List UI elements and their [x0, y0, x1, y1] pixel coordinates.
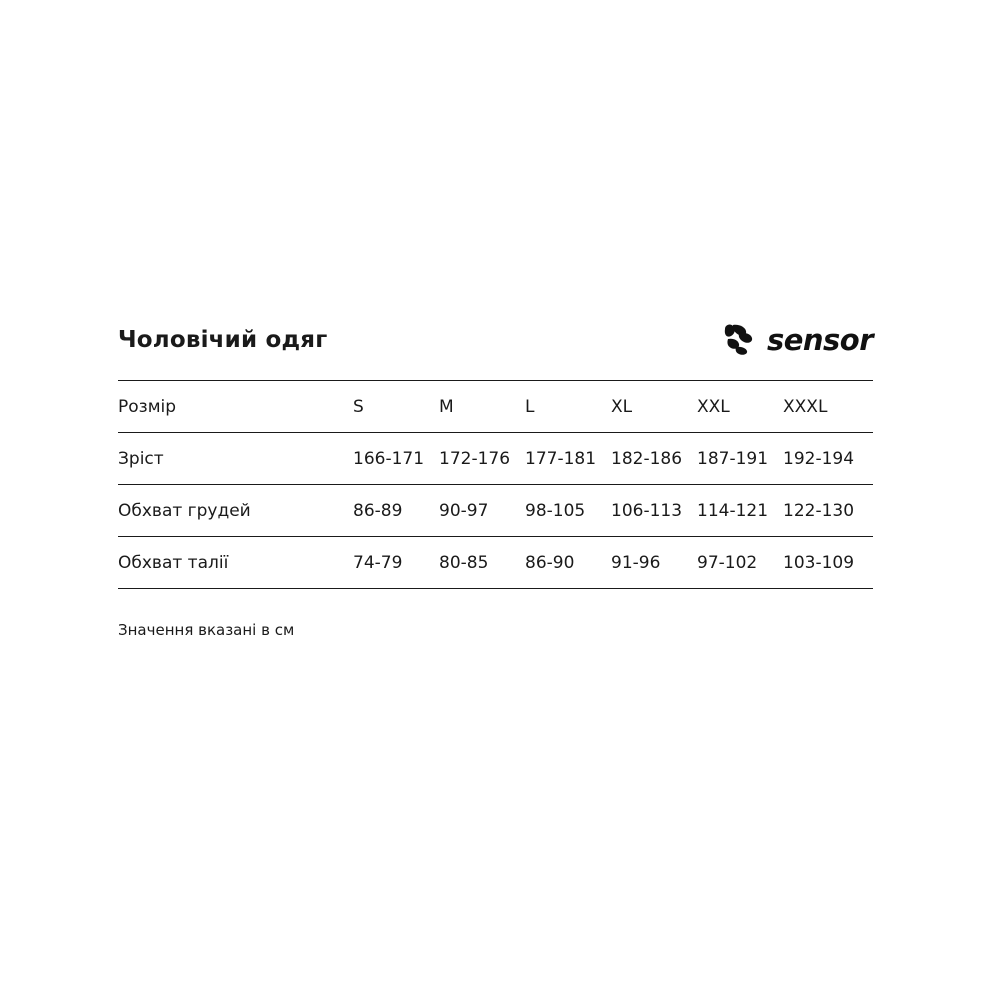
sensor-flame-logo-icon [719, 323, 759, 357]
cell-height-m: 172-176 [439, 433, 525, 485]
cell-chest-xxxl: 122-130 [783, 485, 873, 537]
cell-height-xxl: 187-191 [697, 433, 783, 485]
table-header-row [118, 381, 873, 433]
brand-logo [719, 323, 878, 357]
table-row [118, 433, 873, 485]
cell-height-l: 177-181 [525, 433, 611, 485]
cell-waist-l: 86-90 [525, 537, 611, 589]
row-label-chest: Обхват грудей [118, 485, 353, 537]
cell-waist-xl: 91-96 [611, 537, 697, 589]
table-header-xxl: XXL [697, 381, 783, 433]
size-table [118, 380, 873, 589]
table-row [118, 485, 873, 537]
brand-wordmark: sensor [766, 323, 873, 357]
cell-chest-s: 86-89 [353, 485, 439, 537]
table-header-s: S [353, 381, 439, 433]
size-chart-sheet [118, 300, 878, 639]
page-title: Чоловічий одяг [118, 327, 328, 353]
cell-height-xl: 182-186 [611, 433, 697, 485]
cell-waist-s: 74-79 [353, 537, 439, 589]
cell-waist-xxl: 97-102 [697, 537, 783, 589]
row-label-height: Зріст [118, 433, 353, 485]
row-label-waist: Обхват талії [118, 537, 353, 589]
table-header-xxxl: XXXL [783, 381, 873, 433]
cell-waist-xxxl: 103-109 [783, 537, 873, 589]
cell-chest-l: 98-105 [525, 485, 611, 537]
table-header-xl: XL [611, 381, 697, 433]
table-header-m: M [439, 381, 525, 433]
sheet-header [118, 300, 878, 380]
table-row [118, 537, 873, 589]
cell-height-s: 166-171 [353, 433, 439, 485]
units-note: Значення вказані в см [118, 621, 295, 639]
table-header-l: L [525, 381, 611, 433]
cell-height-xxxl: 192-194 [783, 433, 873, 485]
cell-chest-xl: 106-113 [611, 485, 697, 537]
table-header-size-label: Розмір [118, 381, 353, 433]
cell-waist-m: 80-85 [439, 537, 525, 589]
cell-chest-m: 90-97 [439, 485, 525, 537]
cell-chest-xxl: 114-121 [697, 485, 783, 537]
